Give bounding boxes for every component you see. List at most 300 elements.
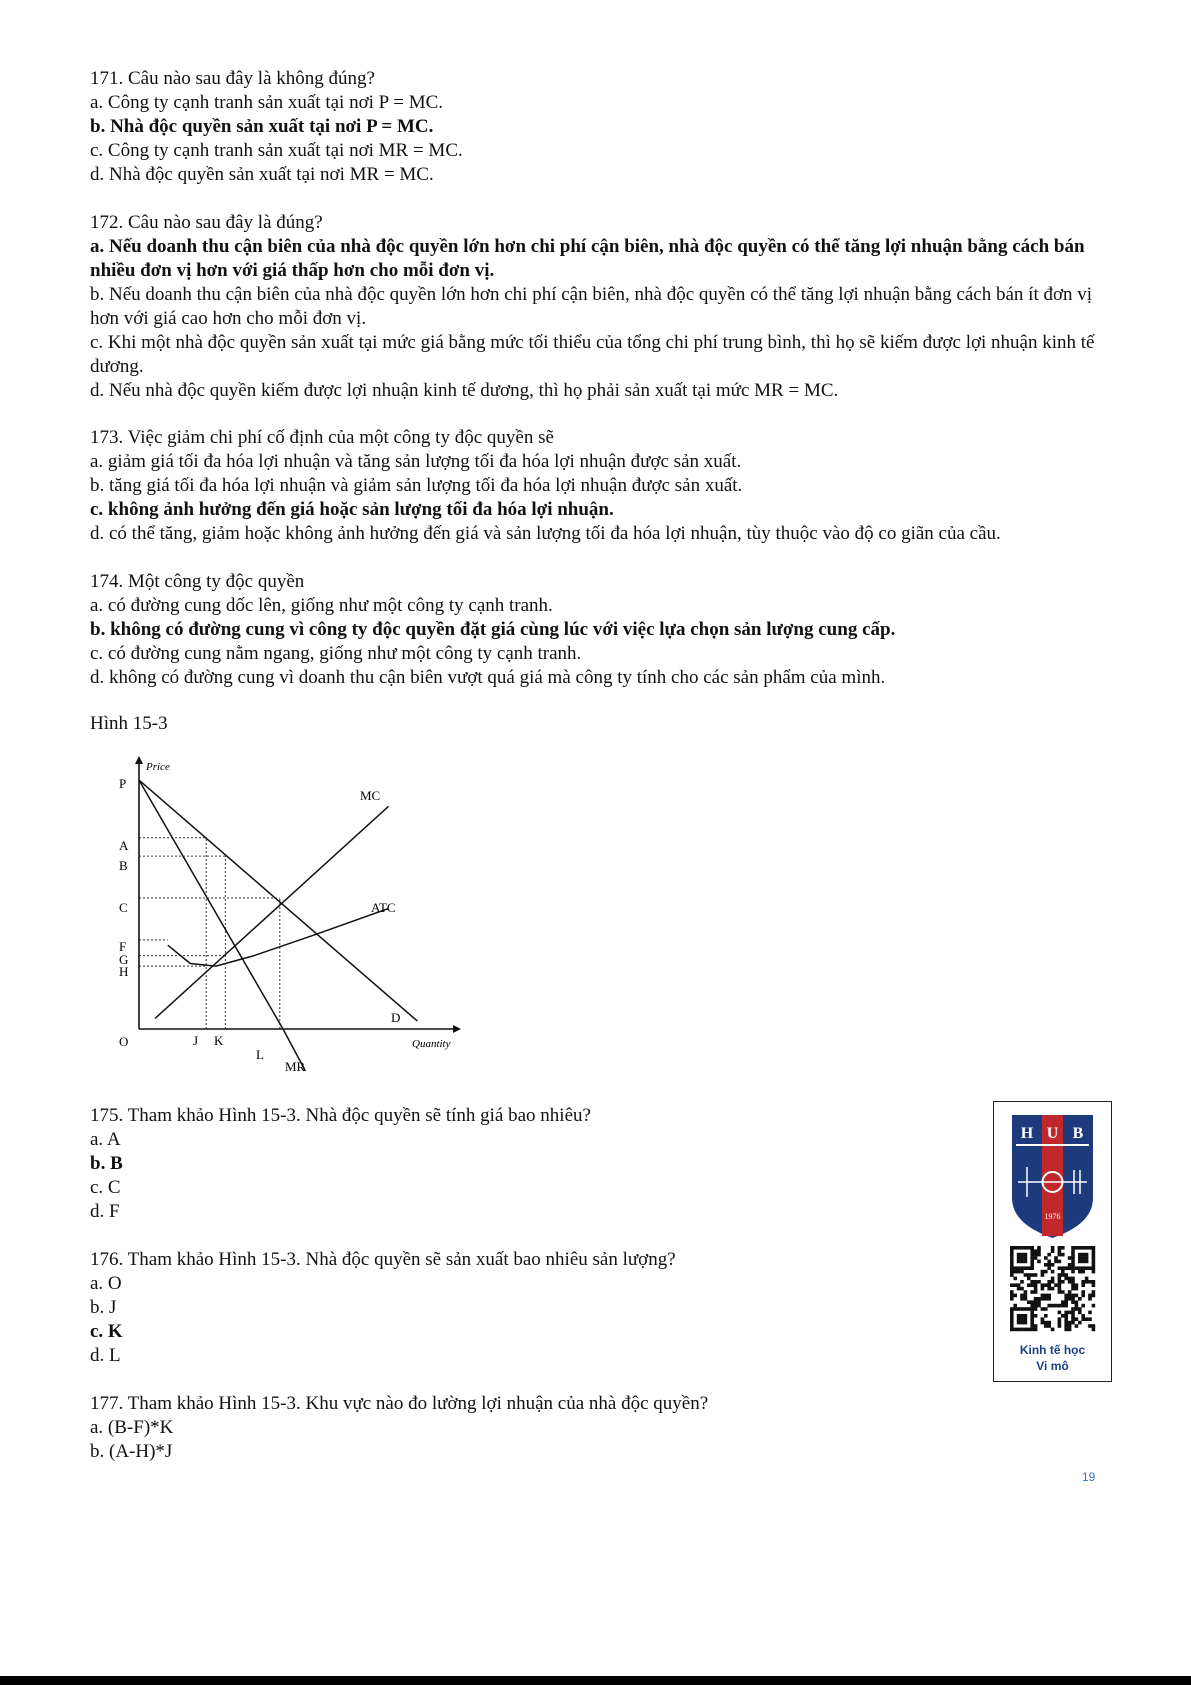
qr-module	[1092, 1256, 1096, 1260]
qr-module	[1061, 1304, 1065, 1308]
qr-module	[1030, 1314, 1034, 1318]
qr-module	[1034, 1297, 1038, 1301]
qr-module	[1044, 1256, 1048, 1260]
question-173	[90, 426, 1100, 546]
qr-module	[1020, 1260, 1024, 1264]
qr-module	[1024, 1260, 1028, 1264]
option-c-answer: c. không ảnh hưởng đến giá hoặc sản lượng tối đa hóa lợi nhuận.	[90, 499, 614, 520]
question-176	[90, 1248, 950, 1368]
question-stem: 175. Tham khảo Hình 15-3. Nhà độc quyền sẽ tính giá bao nhiêu?	[90, 1105, 591, 1126]
qr-module	[1047, 1280, 1051, 1284]
qr-module	[1024, 1256, 1028, 1260]
qr-module	[1064, 1317, 1068, 1321]
qr-module	[1010, 1328, 1014, 1332]
qr-module	[1071, 1280, 1075, 1284]
qr-module	[1030, 1249, 1034, 1253]
qr-module	[1088, 1324, 1092, 1328]
qr-module	[1068, 1321, 1072, 1325]
qr-module	[1013, 1266, 1017, 1270]
qr-module	[1064, 1328, 1068, 1332]
qr-module	[1037, 1260, 1041, 1264]
qr-module	[1061, 1290, 1065, 1294]
qr-module	[1088, 1297, 1092, 1301]
qr-module	[1058, 1283, 1062, 1287]
option-c-answer: c. K	[90, 1321, 123, 1342]
option-b-answer: b. Nhà độc quyền sản xuất tại nơi P = MC.	[90, 116, 434, 137]
qr-module	[1017, 1256, 1021, 1260]
qr-module	[1020, 1253, 1024, 1257]
qr-module	[1030, 1280, 1034, 1284]
qr-module	[1058, 1246, 1062, 1250]
qr-module	[1081, 1294, 1085, 1298]
hub-logo-and-qr	[994, 1102, 1111, 1342]
qr-module	[1030, 1317, 1034, 1321]
question-stem: 172. Câu nào sau đây là đúng?	[90, 212, 323, 233]
qr-module	[1013, 1294, 1017, 1298]
qr-module	[1081, 1266, 1085, 1270]
qr-module	[1017, 1321, 1021, 1325]
qr-module	[1081, 1270, 1085, 1274]
qr-module	[1071, 1253, 1075, 1257]
curve-mc	[155, 806, 389, 1018]
qr-module	[1061, 1273, 1065, 1277]
qr-module	[1013, 1277, 1017, 1281]
qr-module	[1041, 1294, 1045, 1298]
option-c: c. C	[90, 1177, 121, 1198]
qr-module	[1051, 1280, 1055, 1284]
qr-module	[1010, 1317, 1014, 1321]
qr-module	[1075, 1317, 1079, 1321]
qr-module	[1075, 1283, 1079, 1287]
qr-module	[1058, 1277, 1062, 1281]
question-177	[90, 1392, 950, 1464]
qr-module	[1071, 1314, 1075, 1318]
qr-module	[1092, 1280, 1096, 1284]
qr-module	[1085, 1253, 1089, 1257]
figure-caption: Hình 15-3	[90, 713, 168, 734]
qr-module	[1013, 1246, 1017, 1250]
qr-module	[1010, 1307, 1014, 1311]
option-a: a. (B-F)*K	[90, 1417, 174, 1438]
qr-module	[1051, 1287, 1055, 1291]
qr-module	[1030, 1290, 1034, 1294]
qr-module	[1051, 1304, 1055, 1308]
qr-module	[1054, 1256, 1058, 1260]
qr-module	[1017, 1328, 1021, 1332]
bottom-border	[0, 1676, 1191, 1685]
qr-module	[1030, 1263, 1034, 1267]
qr-module	[1078, 1297, 1082, 1301]
qr-module	[1071, 1287, 1075, 1291]
qr-module	[1061, 1266, 1065, 1270]
qr-module	[1010, 1314, 1014, 1318]
option-b-answer: b. B	[90, 1153, 123, 1174]
qr-module	[1013, 1304, 1017, 1308]
qr-module	[1017, 1246, 1021, 1250]
qr-module	[1058, 1260, 1062, 1264]
qr-module	[1013, 1328, 1017, 1332]
logo-letter-b: B	[1072, 1125, 1084, 1142]
qr-module	[1071, 1246, 1075, 1250]
qr-module	[1061, 1300, 1065, 1304]
question-174	[90, 570, 1100, 690]
qr-module	[1071, 1297, 1075, 1301]
qr-module	[1030, 1328, 1034, 1332]
qr-module	[1020, 1328, 1024, 1332]
logo-letter-h: H	[1020, 1125, 1034, 1142]
qr-module	[1071, 1277, 1075, 1281]
qr-module	[1020, 1297, 1024, 1301]
qr-module	[1071, 1256, 1075, 1260]
price-label-B: B	[119, 858, 128, 873]
qr-module	[1013, 1307, 1017, 1311]
qr-module	[1041, 1287, 1045, 1291]
qr-module	[1030, 1273, 1034, 1277]
qr-module	[1081, 1283, 1085, 1287]
qr-module	[1064, 1277, 1068, 1281]
curve-label-ATC: ATC	[371, 900, 396, 915]
qr-module	[1017, 1283, 1021, 1287]
logo-year: 1976	[1044, 1212, 1061, 1221]
qr-module	[1020, 1256, 1024, 1260]
qr-module	[1024, 1328, 1028, 1332]
qr-module	[1047, 1283, 1051, 1287]
quantity-label-J: J	[193, 1033, 199, 1048]
qr-module	[1024, 1307, 1028, 1311]
qr-module	[1047, 1324, 1051, 1328]
option-a: a. giảm giá tối đa hóa lợi nhuận và tăng sản lượng tối đa hóa lợi nhuận được sản xuất.	[90, 451, 742, 472]
course-qr-badge[interactable]	[993, 1101, 1112, 1382]
qr-module	[1068, 1263, 1072, 1267]
qr-module	[1044, 1283, 1048, 1287]
qr-module	[1037, 1253, 1041, 1257]
qr-module	[1037, 1249, 1041, 1253]
qr-module	[1034, 1314, 1038, 1318]
qr-code-icon[interactable]	[1010, 1246, 1095, 1331]
qr-module	[1010, 1283, 1014, 1287]
qr-module	[1010, 1266, 1014, 1270]
qr-module	[1047, 1260, 1051, 1264]
option-a: a. O	[90, 1273, 122, 1294]
qr-module	[1085, 1280, 1089, 1284]
qr-module	[1078, 1311, 1082, 1315]
qr-module	[1034, 1249, 1038, 1253]
qr-module	[1058, 1253, 1062, 1257]
qr-module	[1010, 1260, 1014, 1264]
qr-module	[1030, 1324, 1034, 1328]
price-label-P: P	[119, 776, 127, 791]
qr-module	[1061, 1314, 1065, 1318]
qr-module	[1064, 1304, 1068, 1308]
qr-module	[1085, 1266, 1089, 1270]
qr-module	[1027, 1283, 1031, 1287]
qr-module	[1044, 1321, 1048, 1325]
qr-module	[1047, 1263, 1051, 1267]
qr-module	[1024, 1314, 1028, 1318]
qr-module	[1037, 1304, 1041, 1308]
qr-module	[1030, 1283, 1034, 1287]
qr-module	[1078, 1256, 1082, 1260]
qr-module	[1071, 1249, 1075, 1253]
x-axis-arrow	[453, 1025, 461, 1033]
qr-module	[1020, 1294, 1024, 1298]
qr-module	[1044, 1307, 1048, 1311]
qr-module	[1088, 1280, 1092, 1284]
qr-module	[1058, 1311, 1062, 1315]
qr-module	[1030, 1260, 1034, 1264]
qr-module	[1010, 1263, 1014, 1267]
qr-module	[1071, 1311, 1075, 1315]
y-axis-arrow	[135, 756, 143, 764]
qr-module	[1058, 1317, 1062, 1321]
qr-module	[1041, 1270, 1045, 1274]
option-d: d. có thể tăng, giảm hoặc không ảnh hưởng đến giá và sản lượng tối đa hóa lợi nhuận, tùy thuộc vào độ co giãn của cầu.	[90, 523, 1001, 544]
qr-module	[1037, 1300, 1041, 1304]
qr-module	[1017, 1253, 1021, 1257]
qr-module	[1051, 1277, 1055, 1281]
option-c: c. Công ty cạnh tranh sản xuất tại nơi MR = MC.	[90, 140, 463, 161]
qr-module	[1081, 1280, 1085, 1284]
qr-module	[1061, 1253, 1065, 1257]
qr-module	[1027, 1266, 1031, 1270]
x-axis-label: Quantity	[412, 1038, 451, 1050]
curve-label-D: D	[391, 1010, 401, 1025]
qr-module	[1061, 1280, 1065, 1284]
price-label-H: H	[119, 964, 129, 979]
qr-module	[1088, 1266, 1092, 1270]
curve-label-MC: MC	[360, 788, 381, 803]
qr-module	[1044, 1263, 1048, 1267]
qr-module	[1068, 1328, 1072, 1332]
qr-module	[1051, 1249, 1055, 1253]
qr-module	[1078, 1307, 1082, 1311]
qr-module	[1058, 1324, 1062, 1328]
qr-module	[1058, 1290, 1062, 1294]
qr-module	[1092, 1253, 1096, 1257]
option-a: a. Công ty cạnh tranh sản xuất tại nơi P = MC.	[90, 92, 444, 113]
option-b: b. Nếu doanh thu cận biên của nhà độc quyền lớn hơn chi phí cận biên, nhà độc quyền có thể tăng lợi nhuận bằng cách bán ít đơn vị hơn với giá cao hơn cho mỗi đơn vị.	[90, 284, 1093, 329]
qr-module	[1092, 1324, 1096, 1328]
qr-module	[1030, 1311, 1034, 1315]
qr-module	[1068, 1294, 1072, 1298]
qr-module	[1037, 1280, 1041, 1284]
qr-module	[1075, 1246, 1079, 1250]
qr-module	[1020, 1266, 1024, 1270]
question-stem: 171. Câu nào sau đây là không đúng?	[90, 68, 375, 89]
qr-module	[1034, 1283, 1038, 1287]
question-175	[90, 1104, 950, 1224]
qr-module	[1030, 1321, 1034, 1325]
qr-module	[1051, 1246, 1055, 1250]
qr-module	[1068, 1324, 1072, 1328]
qr-module	[1010, 1256, 1014, 1260]
qr-module	[1034, 1273, 1038, 1277]
qr-module	[1020, 1314, 1024, 1318]
qr-module	[1081, 1314, 1085, 1318]
quantity-label-L: L	[256, 1047, 264, 1062]
qr-module	[1078, 1260, 1082, 1264]
qr-module	[1078, 1321, 1082, 1325]
qr-module	[1030, 1246, 1034, 1250]
qr-module	[1064, 1294, 1068, 1298]
qr-module	[1085, 1246, 1089, 1250]
qr-module	[1010, 1249, 1014, 1253]
qr-module	[1024, 1321, 1028, 1325]
option-a-answer: a. Nếu doanh thu cận biên của nhà độc quyền lớn hơn chi phí cận biên, nhà độc quyền có thể tăng lợi nhuận bằng cách bán nhiều đơn vị hơn với giá thấp hơn cho mỗi đơn vị.	[90, 236, 1085, 281]
qr-module	[1054, 1283, 1058, 1287]
quantity-label-K: K	[214, 1033, 224, 1048]
qr-module	[1064, 1324, 1068, 1328]
qr-module	[1071, 1270, 1075, 1274]
qr-module	[1075, 1300, 1079, 1304]
qr-module	[1068, 1297, 1072, 1301]
qr-module	[1081, 1260, 1085, 1264]
qr-module	[1058, 1304, 1062, 1308]
qr-module	[1044, 1270, 1048, 1274]
hub-shield-logo	[1012, 1115, 1093, 1238]
option-a: a. có đường cung dốc lên, giống như một công ty cạnh tranh.	[90, 595, 553, 616]
qr-module	[1047, 1321, 1051, 1325]
qr-module	[1017, 1287, 1021, 1291]
qr-module	[1047, 1287, 1051, 1291]
qr-module	[1047, 1253, 1051, 1257]
qr-module	[1081, 1246, 1085, 1250]
qr-module	[1047, 1266, 1051, 1270]
qr-module	[1092, 1304, 1096, 1308]
qr-module	[1058, 1266, 1062, 1270]
qr-module	[1071, 1263, 1075, 1267]
question-stem: 177. Tham khảo Hình 15-3. Khu vực nào đo lường lợi nhuận của nhà độc quyền?	[90, 1393, 709, 1414]
y-axis-label: Price	[146, 761, 170, 773]
qr-module	[1017, 1307, 1021, 1311]
qr-module	[1034, 1280, 1038, 1284]
qr-module	[1020, 1270, 1024, 1274]
option-c: c. Khi một nhà độc quyền sản xuất tại mức giá bằng mức tối thiểu của tổng chi phí trung bình, thì họ sẽ kiếm được lợi nhuận kinh tế dương.	[90, 332, 1095, 377]
qr-module	[1088, 1294, 1092, 1298]
qr-module	[1088, 1317, 1092, 1321]
qr-module	[1071, 1300, 1075, 1304]
qr-module	[1034, 1324, 1038, 1328]
qr-module	[1020, 1321, 1024, 1325]
qr-module	[1044, 1297, 1048, 1301]
qr-module	[1024, 1294, 1028, 1298]
qr-module	[1017, 1266, 1021, 1270]
qr-module	[1064, 1297, 1068, 1301]
qr-module	[1027, 1246, 1031, 1250]
qr-module	[1071, 1321, 1075, 1325]
qr-module	[1013, 1270, 1017, 1274]
qr-module	[1081, 1317, 1085, 1321]
qr-module	[1047, 1297, 1051, 1301]
qr-module	[1027, 1277, 1031, 1281]
qr-module	[1030, 1256, 1034, 1260]
qr-module	[1041, 1283, 1045, 1287]
qr-module	[1010, 1290, 1014, 1294]
question-stem: 176. Tham khảo Hình 15-3. Nhà độc quyền sẽ sản xuất bao nhiêu sản lượng?	[90, 1249, 676, 1270]
qr-module	[1034, 1290, 1038, 1294]
qr-module	[1027, 1300, 1031, 1304]
qr-module	[1034, 1304, 1038, 1308]
option-d: d. Nhà độc quyền sản xuất tại nơi MR = MC.	[90, 164, 434, 185]
price-label-C: C	[119, 900, 128, 915]
qr-module	[1078, 1246, 1082, 1250]
qr-module	[1017, 1260, 1021, 1264]
qr-module	[1081, 1304, 1085, 1308]
question-stem: 174. Một công ty độc quyền	[90, 571, 305, 592]
monopoly-chart	[105, 752, 485, 1082]
option-a: a. A	[90, 1129, 121, 1150]
qr-module	[1030, 1300, 1034, 1304]
qr-module	[1075, 1287, 1079, 1291]
page-number: 19	[1082, 1470, 1096, 1484]
option-b-answer: b. không có đường cung vì công ty độc quyền đặt giá cùng lúc với việc lựa chọn sản lượng cung cấp.	[90, 619, 896, 640]
qr-module	[1051, 1328, 1055, 1332]
qr-module	[1068, 1277, 1072, 1281]
qr-module	[1017, 1314, 1021, 1318]
question-stem: 173. Việc giảm chi phí cố định của một công ty độc quyền sẽ	[90, 427, 554, 448]
qr-module	[1020, 1280, 1024, 1284]
qr-module	[1024, 1297, 1028, 1301]
logo-letter-u: U	[1046, 1125, 1059, 1142]
price-label-G: G	[119, 952, 129, 967]
option-d: d. không có đường cung vì doanh thu cận biên vượt quá giá mà công ty tính cho các sản phẩm của mình.	[90, 667, 886, 688]
curve-label-MR: MR	[285, 1059, 306, 1074]
qr-module	[1030, 1307, 1034, 1311]
qr-module	[1024, 1317, 1028, 1321]
qr-module	[1034, 1307, 1038, 1311]
qr-module	[1030, 1266, 1034, 1270]
qr-module	[1058, 1249, 1062, 1253]
qr-module	[1054, 1304, 1058, 1308]
qr-module	[1027, 1273, 1031, 1277]
qr-module	[1030, 1253, 1034, 1257]
qr-module	[1027, 1328, 1031, 1332]
qr-module	[1075, 1304, 1079, 1308]
qr-module	[1092, 1263, 1096, 1267]
qr-module	[1092, 1290, 1096, 1294]
qr-module	[1064, 1314, 1068, 1318]
option-b: b. (A-H)*J	[90, 1441, 173, 1462]
qr-module	[1041, 1321, 1045, 1325]
qr-module	[1064, 1321, 1068, 1325]
qr-module	[1024, 1253, 1028, 1257]
qr-module	[1037, 1246, 1041, 1250]
qr-module	[1044, 1294, 1048, 1298]
qr-module	[1071, 1283, 1075, 1287]
option-b: b. tăng giá tối đa hóa lợi nhuận và giảm sản lượng tối đa hóa lợi nhuận được sản xuất.	[90, 475, 743, 496]
qr-module	[1034, 1253, 1038, 1257]
question-172	[90, 211, 1100, 403]
qr-module	[1027, 1307, 1031, 1311]
qr-module	[1034, 1300, 1038, 1304]
qr-module	[1064, 1300, 1068, 1304]
qr-module	[1051, 1270, 1055, 1274]
qr-module	[1068, 1311, 1072, 1315]
qr-module	[1024, 1290, 1028, 1294]
qr-module	[1034, 1256, 1038, 1260]
option-b: b. J	[90, 1297, 117, 1318]
qr-module	[1020, 1317, 1024, 1321]
qr-module	[1034, 1287, 1038, 1291]
qr-module	[1017, 1317, 1021, 1321]
qr-module	[1037, 1297, 1041, 1301]
question-171	[90, 67, 1100, 187]
qr-module	[1024, 1266, 1028, 1270]
qr-module	[1020, 1307, 1024, 1311]
qr-module	[1085, 1256, 1089, 1260]
qr-caption-line1: Kinh tế học	[1019, 1343, 1086, 1357]
qr-module	[1041, 1307, 1045, 1311]
